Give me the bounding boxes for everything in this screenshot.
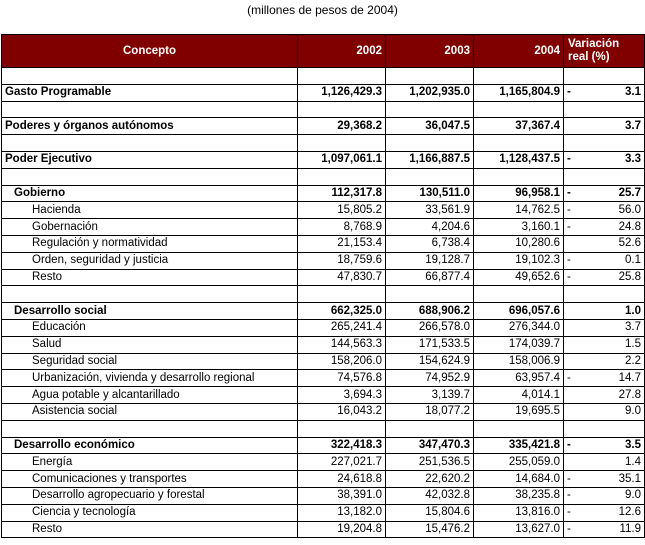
empty-cell <box>2 101 298 118</box>
table-body <box>2 68 645 538</box>
variation-sign: - <box>564 471 574 488</box>
value-2003: 4,204.6 <box>386 219 474 236</box>
value-2002: 38,391.0 <box>298 487 386 504</box>
value-2003: 266,578.0 <box>386 319 474 336</box>
value-2004: 96,958.1 <box>474 185 564 202</box>
variation-sign <box>564 403 574 420</box>
table-row <box>2 454 645 471</box>
value-2002: 29,368.2 <box>298 118 386 135</box>
variation-sign <box>564 319 574 336</box>
value-2002: 74,576.8 <box>298 370 386 387</box>
row-label: Gobierno <box>2 185 298 202</box>
table-row <box>2 370 645 387</box>
value-2004: 174,039.7 <box>474 336 564 353</box>
value-2004: 14,762.5 <box>474 202 564 219</box>
table-row <box>2 151 645 168</box>
variation-percent: 3.7 <box>574 319 645 336</box>
header-row <box>2 35 645 68</box>
value-2004: 19,695.5 <box>474 403 564 420</box>
value-2003: 1,166,887.5 <box>386 151 474 168</box>
header-variacion-line1: Variación <box>568 38 620 50</box>
value-2003: 22,620.2 <box>386 471 474 488</box>
empty-cell <box>474 168 564 185</box>
row-label: Salud <box>2 336 298 353</box>
blank-row <box>2 168 645 185</box>
empty-cell <box>474 68 564 85</box>
empty-cell <box>386 286 474 303</box>
empty-cell <box>574 101 645 118</box>
value-2004: 10,280.6 <box>474 235 564 252</box>
variation-percent: 0.1 <box>574 252 645 269</box>
value-2002: 144,563.3 <box>298 336 386 353</box>
empty-cell <box>2 135 298 152</box>
value-2003: 15,476.2 <box>386 521 474 538</box>
variation-percent: 3.3 <box>574 151 645 168</box>
value-2003: 347,470.3 <box>386 437 474 454</box>
header-variacion-line2: real (%) <box>568 51 610 63</box>
value-2002: 3,694.3 <box>298 387 386 404</box>
row-label: Urbanización, vivienda y desarrollo regional <box>2 370 298 387</box>
empty-cell <box>298 420 386 437</box>
empty-cell <box>564 420 574 437</box>
empty-cell <box>474 420 564 437</box>
empty-cell <box>386 135 474 152</box>
blank-row <box>2 101 645 118</box>
value-2004: 1,128,437.5 <box>474 151 564 168</box>
value-2004: 276,344.0 <box>474 319 564 336</box>
variation-percent: 25.8 <box>574 269 645 286</box>
empty-cell <box>574 135 645 152</box>
empty-cell <box>564 101 574 118</box>
empty-cell <box>474 101 564 118</box>
value-2004: 335,421.8 <box>474 437 564 454</box>
empty-cell <box>564 286 574 303</box>
value-2004: 49,652.6 <box>474 269 564 286</box>
table-row <box>2 185 645 202</box>
empty-cell <box>386 420 474 437</box>
variation-percent: 27.8 <box>574 387 645 404</box>
value-2004: 4,014.1 <box>474 387 564 404</box>
empty-cell <box>298 168 386 185</box>
table-row <box>2 437 645 454</box>
value-2002: 1,126,429.3 <box>298 84 386 101</box>
empty-cell <box>386 168 474 185</box>
value-2003: 171,533.5 <box>386 336 474 353</box>
variation-percent: 1.0 <box>574 303 645 320</box>
table-row <box>2 319 645 336</box>
row-label: Desarrollo social <box>2 303 298 320</box>
empty-cell <box>564 135 574 152</box>
variation-sign <box>564 454 574 471</box>
value-2004: 255,059.0 <box>474 454 564 471</box>
value-2004: 13,816.0 <box>474 504 564 521</box>
value-2002: 322,418.3 <box>298 437 386 454</box>
variation-sign <box>564 387 574 404</box>
value-2002: 15,805.2 <box>298 202 386 219</box>
table-row <box>2 269 645 286</box>
variation-percent: 35.1 <box>574 471 645 488</box>
row-label: Educación <box>2 319 298 336</box>
row-label: Gobernación <box>2 219 298 236</box>
variation-percent: 3.5 <box>574 437 645 454</box>
header-2004: 2004 <box>474 35 564 68</box>
variation-sign <box>564 118 574 135</box>
value-2002: 158,206.0 <box>298 353 386 370</box>
variation-percent: 9.0 <box>574 403 645 420</box>
variation-percent: 56.0 <box>574 202 645 219</box>
value-2002: 16,043.2 <box>298 403 386 420</box>
value-2002: 18,759.6 <box>298 252 386 269</box>
row-label: Gasto Programable <box>2 84 298 101</box>
empty-cell <box>2 68 298 85</box>
value-2004: 14,684.0 <box>474 471 564 488</box>
value-2003: 42,032.8 <box>386 487 474 504</box>
variation-percent: 12.6 <box>574 504 645 521</box>
variation-percent: 3.7 <box>574 118 645 135</box>
blank-row <box>2 420 645 437</box>
variation-sign: - <box>564 84 574 101</box>
value-2004: 37,367.4 <box>474 118 564 135</box>
value-2003: 130,511.0 <box>386 185 474 202</box>
empty-cell <box>298 135 386 152</box>
value-2002: 24,618.8 <box>298 471 386 488</box>
value-2002: 227,021.7 <box>298 454 386 471</box>
table-row <box>2 504 645 521</box>
variation-sign <box>564 353 574 370</box>
table-row <box>2 235 645 252</box>
value-2003: 18,077.2 <box>386 403 474 420</box>
table-row <box>2 487 645 504</box>
value-2004: 19,102.3 <box>474 252 564 269</box>
table-row <box>2 336 645 353</box>
row-label: Desarrollo agropecuario y forestal <box>2 487 298 504</box>
variation-sign: - <box>564 521 574 538</box>
row-label: Desarrollo económico <box>2 437 298 454</box>
header-variacion <box>564 35 645 68</box>
table-row <box>2 219 645 236</box>
value-2002: 8,768.9 <box>298 219 386 236</box>
value-2003: 688,906.2 <box>386 303 474 320</box>
variation-percent: 25.7 <box>574 185 645 202</box>
variation-percent: 52.6 <box>574 235 645 252</box>
row-label: Seguridad social <box>2 353 298 370</box>
row-label: Poder Ejecutivo <box>2 151 298 168</box>
table-row <box>2 252 645 269</box>
value-2003: 33,561.9 <box>386 202 474 219</box>
value-2002: 662,325.0 <box>298 303 386 320</box>
table-subtitle: (millones de pesos de 2004) <box>247 3 398 17</box>
value-2002: 21,153.4 <box>298 235 386 252</box>
variation-sign <box>564 235 574 252</box>
empty-cell <box>574 286 645 303</box>
row-label: Resto <box>2 269 298 286</box>
table-row <box>2 303 645 320</box>
value-2003: 3,139.7 <box>386 387 474 404</box>
value-2004: 38,235.8 <box>474 487 564 504</box>
row-label: Hacienda <box>2 202 298 219</box>
value-2003: 15,804.6 <box>386 504 474 521</box>
variation-percent: 9.0 <box>574 487 645 504</box>
spending-table <box>1 34 645 538</box>
value-2003: 6,738.4 <box>386 235 474 252</box>
variation-sign: - <box>564 219 574 236</box>
empty-cell <box>386 68 474 85</box>
value-2002: 47,830.7 <box>298 269 386 286</box>
value-2003: 66,877.4 <box>386 269 474 286</box>
row-label: Energía <box>2 454 298 471</box>
table-row <box>2 202 645 219</box>
value-2004: 63,957.4 <box>474 370 564 387</box>
value-2002: 13,182.0 <box>298 504 386 521</box>
value-2002: 1,097,061.1 <box>298 151 386 168</box>
empty-cell <box>298 68 386 85</box>
table-row <box>2 84 645 101</box>
table-row <box>2 387 645 404</box>
row-label: Orden, seguridad y justicia <box>2 252 298 269</box>
variation-sign: - <box>564 252 574 269</box>
value-2003: 19,128.7 <box>386 252 474 269</box>
blank-row <box>2 68 645 85</box>
empty-cell <box>564 68 574 85</box>
variation-percent: 2.2 <box>574 353 645 370</box>
empty-cell <box>386 101 474 118</box>
value-2004: 158,006.9 <box>474 353 564 370</box>
empty-cell <box>298 286 386 303</box>
variation-sign: - <box>564 504 574 521</box>
value-2002: 265,241.4 <box>298 319 386 336</box>
variation-sign: - <box>564 151 574 168</box>
variation-sign <box>564 303 574 320</box>
value-2003: 251,536.5 <box>386 454 474 471</box>
row-label: Poderes y órganos autónomos <box>2 118 298 135</box>
value-2004: 696,057.6 <box>474 303 564 320</box>
value-2003: 36,047.5 <box>386 118 474 135</box>
variation-sign: - <box>564 437 574 454</box>
row-label: Comunicaciones y transportes <box>2 471 298 488</box>
header-concepto: Concepto <box>2 35 298 68</box>
row-label: Regulación y normatividad <box>2 235 298 252</box>
variation-sign: - <box>564 185 574 202</box>
empty-cell <box>298 101 386 118</box>
variation-percent: 11.9 <box>574 521 645 538</box>
table-row <box>2 353 645 370</box>
empty-cell <box>2 420 298 437</box>
blank-row <box>2 286 645 303</box>
value-2003: 1,202,935.0 <box>386 84 474 101</box>
empty-cell <box>2 286 298 303</box>
empty-cell <box>564 168 574 185</box>
value-2002: 19,204.8 <box>298 521 386 538</box>
variation-percent: 1.4 <box>574 454 645 471</box>
empty-cell <box>574 420 645 437</box>
variation-sign: - <box>564 202 574 219</box>
value-2004: 1,165,804.9 <box>474 84 564 101</box>
variation-percent: 14.7 <box>574 370 645 387</box>
header-2002: 2002 <box>298 35 386 68</box>
variation-sign: - <box>564 269 574 286</box>
empty-cell <box>474 286 564 303</box>
blank-row <box>2 135 645 152</box>
variation-percent: 24.8 <box>574 219 645 236</box>
row-label: Ciencia y tecnología <box>2 504 298 521</box>
variation-percent: 1.5 <box>574 336 645 353</box>
value-2003: 154,624.9 <box>386 353 474 370</box>
table-row <box>2 403 645 420</box>
value-2003: 74,952.9 <box>386 370 474 387</box>
value-2002: 112,317.8 <box>298 185 386 202</box>
table-row <box>2 118 645 135</box>
table-row <box>2 471 645 488</box>
table-row <box>2 521 645 538</box>
empty-cell <box>574 168 645 185</box>
variation-percent: 3.1 <box>574 84 645 101</box>
value-2004: 13,627.0 <box>474 521 564 538</box>
empty-cell <box>474 135 564 152</box>
row-label: Resto <box>2 521 298 538</box>
empty-cell <box>2 168 298 185</box>
row-label: Agua potable y alcantarillado <box>2 387 298 404</box>
variation-sign <box>564 336 574 353</box>
variation-sign: - <box>564 370 574 387</box>
row-label: Asistencia social <box>2 403 298 420</box>
value-2004: 3,160.1 <box>474 219 564 236</box>
empty-cell <box>574 68 645 85</box>
header-2003: 2003 <box>386 35 474 68</box>
variation-sign: - <box>564 487 574 504</box>
